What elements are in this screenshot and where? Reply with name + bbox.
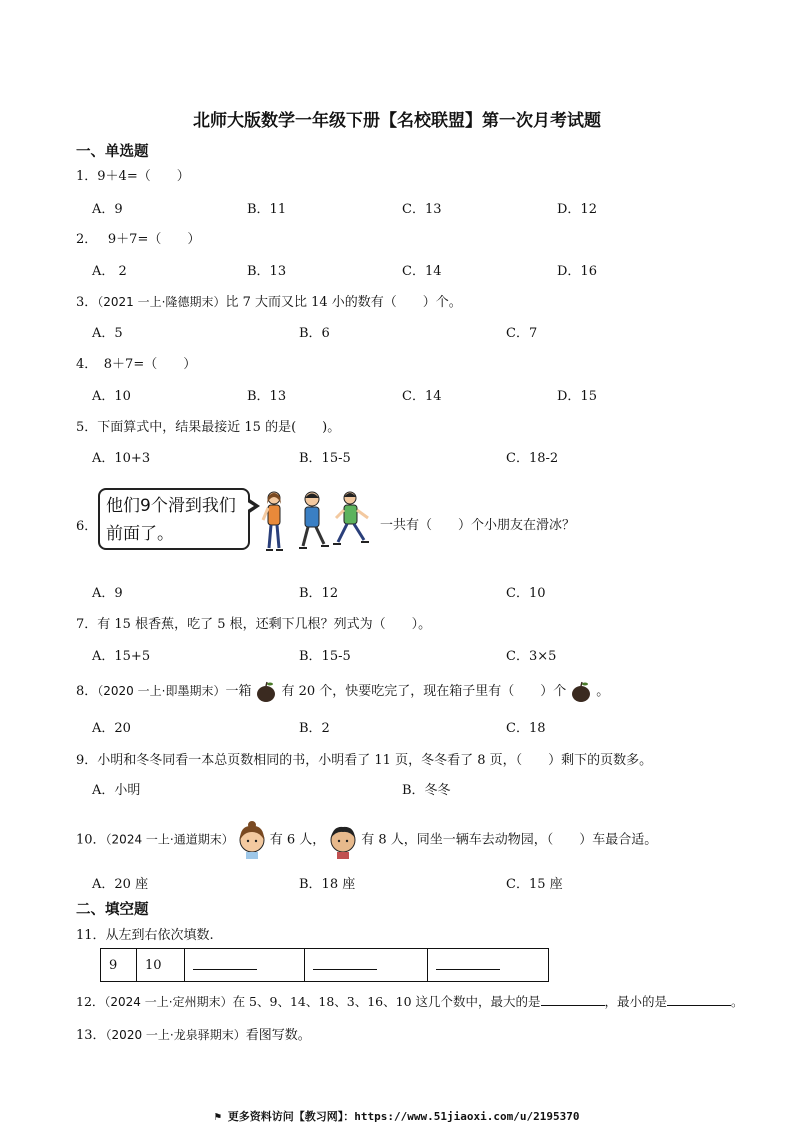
q5-option-c[interactable]: C．18-2: [506, 451, 559, 466]
q8-option-c[interactable]: C．18: [506, 721, 546, 736]
q7-option-a[interactable]: A．15+5: [92, 649, 151, 664]
q6-option-a[interactable]: A．9: [92, 586, 123, 601]
answer-blank[interactable]: [667, 993, 731, 1006]
q12-text-3: 。: [731, 994, 744, 1009]
sequence-blank-cell[interactable]: [305, 949, 428, 982]
sequence-blank-cell[interactable]: [428, 949, 549, 982]
apple-icon: [566, 681, 596, 703]
q2-option-a[interactable]: A． 2: [92, 264, 127, 279]
q1-option-c[interactable]: C．13: [402, 202, 442, 217]
q13-source: （2020 一上·龙泉驿期末）: [105, 1028, 246, 1042]
q6-option-c[interactable]: C．10: [506, 586, 546, 601]
q2-option-d[interactable]: D．16: [557, 264, 597, 279]
number-sequence-table: [100, 948, 549, 982]
q8-source: （2020 一上·即墨期末）: [97, 684, 226, 698]
q9-option-a[interactable]: A．小明: [92, 783, 141, 798]
q12-text-2: ，最小的是: [604, 994, 668, 1009]
q4-option-a[interactable]: A．10: [92, 389, 131, 404]
q10-option-a[interactable]: A．20 座: [92, 877, 149, 892]
q10-text-2: 有 8 人，同坐一辆车去动物园，（ ）车最合适。: [361, 832, 658, 848]
q1-option-a[interactable]: A．9: [92, 202, 123, 217]
q1-option-d[interactable]: D．12: [557, 202, 597, 217]
kid-2: [299, 492, 329, 548]
page-title: 北师大版数学一年级下册【名校联盟】第一次月考试题: [193, 111, 601, 131]
q7-option-c[interactable]: C．3×5: [506, 649, 557, 664]
q6-option-b[interactable]: B．12: [299, 586, 339, 601]
sequence-cell: 10: [137, 949, 185, 982]
q6-stem: 一共有（ ）个小朋友在滑冰？: [380, 518, 576, 533]
question-11: 11．从左到右依次填数.: [76, 928, 214, 943]
sequence-blank-cell[interactable]: [185, 949, 305, 982]
footer-link[interactable]: 更多资料访问【教习网】：https://www.51jiaoxi.com/u/2195370: [227, 1110, 580, 1123]
question-13: [76, 1024, 311, 1043]
q8-text-2: 有 20 个，快要吃完了，现在箱子里有（ ）个: [281, 684, 567, 699]
q3-stem: 比 7 大而又比 14 小的数有（ ）个。: [225, 295, 462, 310]
apple-icon: [251, 681, 281, 703]
question-8: [76, 680, 609, 703]
question-9: 9．小明和冬冬同看一本总页数相同的书，小明看了 11 页，冬冬看了 8 页，（ ）剩下的页数多。: [76, 753, 653, 768]
q8-number: 8．: [76, 684, 98, 699]
sequence-cell: 9: [101, 949, 137, 982]
q3-option-b[interactable]: B．6: [299, 326, 330, 341]
boy-icon: [325, 820, 361, 860]
q5-option-b[interactable]: B．15-5: [299, 451, 351, 466]
footer: [0, 1108, 794, 1124]
section-heading-single-choice: 一、单选题: [76, 144, 149, 160]
q3-source: （2021 一上·隆德期末）: [97, 295, 226, 309]
q8-text-3: 。: [596, 684, 610, 699]
kid-3: [333, 492, 369, 544]
question-3: [76, 291, 462, 310]
question-12: [76, 992, 744, 1010]
section-heading-fill-blank: 二、填空题: [76, 902, 149, 918]
q4-option-b[interactable]: B．13: [247, 389, 287, 404]
q2-option-b[interactable]: B．13: [247, 264, 287, 279]
q10-number: 10．: [76, 832, 106, 848]
q8-option-b[interactable]: B．2: [299, 721, 330, 736]
question-2: 2． 9＋7=（ ）: [76, 232, 201, 247]
q1-option-b[interactable]: B．11: [247, 202, 287, 217]
bubble-tail-inner: [246, 501, 254, 511]
question-10: [76, 820, 657, 860]
q4-option-d[interactable]: D．15: [557, 389, 597, 404]
q13-stem: 看图写数。: [245, 1028, 311, 1043]
q8-option-a[interactable]: A．20: [92, 721, 131, 736]
question-4: 4． 8＋7=（ ）: [76, 357, 197, 372]
q10-option-c[interactable]: C．15 座: [506, 877, 563, 892]
answer-blank[interactable]: [541, 993, 605, 1006]
skating-kids-illustration: [260, 488, 378, 554]
q12-source: （2024 一上·定州期末）: [104, 995, 233, 1009]
q12-text-1: 在 5、9、14、18、3、16、10 这几个数中，最大的是: [232, 994, 541, 1009]
q10-text-1: 有 6 人，: [269, 832, 326, 848]
q6-number: 6．: [76, 519, 98, 534]
q10-option-b[interactable]: B．18 座: [299, 877, 356, 892]
q3-number: 3．: [76, 295, 98, 310]
q2-option-c[interactable]: C．14: [402, 264, 442, 279]
answer-blank[interactable]: [436, 957, 500, 970]
q9-option-b[interactable]: B．冬冬: [402, 783, 451, 798]
q3-option-c[interactable]: C．7: [506, 326, 538, 341]
q12-number: 12．: [76, 994, 105, 1009]
q13-number: 13．: [76, 1028, 106, 1043]
bubble-line-2: 前面了。: [106, 524, 174, 544]
kid-1: [263, 492, 283, 550]
q10-source: （2024 一上·通道期末）: [105, 832, 234, 847]
q4-option-c[interactable]: C．14: [402, 389, 442, 404]
flag-icon: ⚑: [214, 1110, 228, 1123]
question-5: 5．下面算式中，结果最接近 15 的是( )。: [76, 420, 341, 435]
bubble-line-1: 他们9个滑到我们: [106, 496, 236, 516]
q8-text-1: 一箱: [225, 684, 252, 699]
question-1: 1．9＋4=（ ）: [76, 169, 190, 184]
q5-option-a[interactable]: A．10+3: [92, 451, 151, 466]
answer-blank[interactable]: [193, 957, 257, 970]
girl-icon: [234, 820, 270, 860]
q3-option-a[interactable]: A．5: [92, 326, 123, 341]
answer-blank[interactable]: [313, 957, 377, 970]
question-7: 7．有 15 根香蕉，吃了 5 根，还剩下几根？列式为（ ）。: [76, 617, 432, 632]
speech-bubble: [98, 488, 250, 550]
q7-option-b[interactable]: B．15-5: [299, 649, 351, 664]
